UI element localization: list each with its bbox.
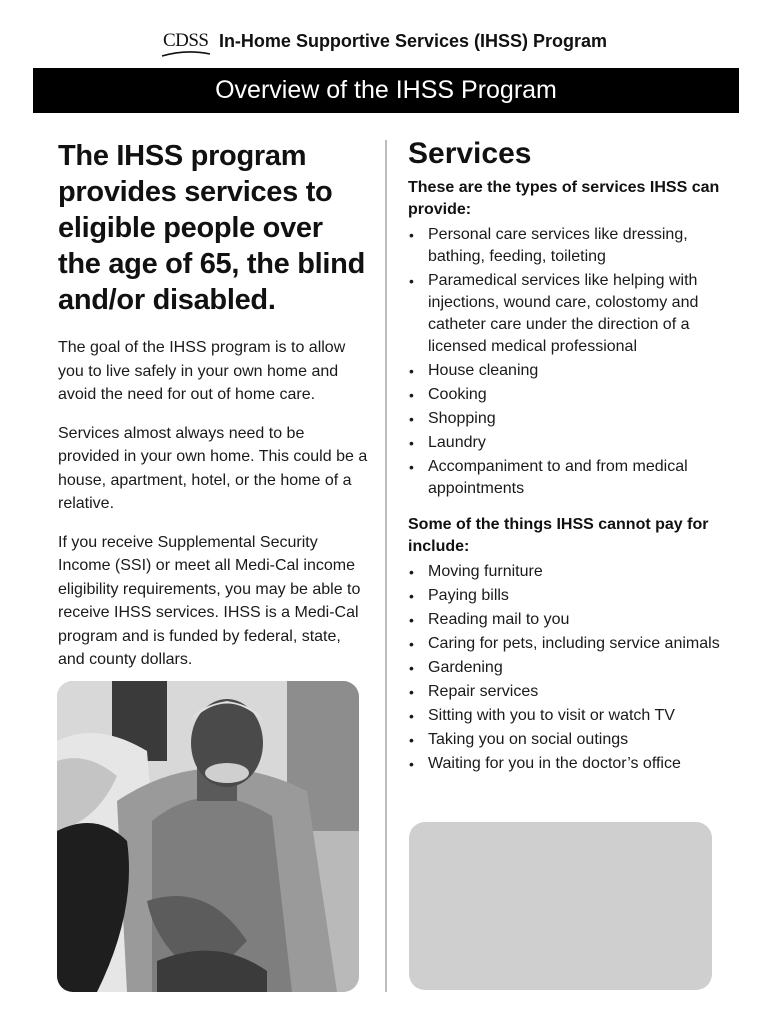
list-item: • Sitting with you to visit or watch TV	[408, 705, 728, 727]
program-name: In-Home Supportive Services (IHSS) Program	[218, 30, 608, 51]
provided-services-list	[408, 224, 728, 500]
list-item: • Repair services	[408, 681, 728, 703]
column-divider	[385, 140, 387, 992]
lead-heading: The IHSS program provides services to eligible people over the age of 65, the blind and/or disabled.	[58, 140, 365, 316]
list-item: • House cleaning	[408, 360, 728, 382]
cannot-pay-heading: Some of the things IHSS cannot pay for include:	[408, 516, 709, 555]
right-column	[408, 136, 728, 777]
list-item: • Paying bills	[408, 585, 728, 607]
paragraph-goal: The goal of the IHSS program is to allow you to live safely in your own home and avoid the need for out of home care.	[58, 339, 346, 403]
list-item: • Moving furniture	[408, 561, 728, 583]
list-item: • Laundry	[408, 432, 728, 454]
list-item: • Cooking	[408, 384, 728, 406]
list-item: • Caring for pets, including service animals	[408, 633, 728, 655]
list-item: • Paramedical services like helping with injections, wound care, colostomy and catheter care under the direction of a licensed medical professional	[408, 270, 728, 358]
paragraph-home: Services almost always need to be provided in your own home. This could be a house, apartment, hotel, or the home of a relative.	[58, 424, 368, 512]
not-covered-list	[408, 561, 728, 775]
document-header	[0, 30, 770, 58]
services-heading: Services	[408, 137, 532, 170]
logo-text: CDSS	[162, 30, 209, 51]
list-item: • Taking you on social outings	[408, 729, 728, 751]
photo-illustration	[57, 681, 359, 992]
paragraph-eligibility: If you receive Supplemental Security Income (SSI) or meet all Medi-Cal income eligibility requirements, you may be able to receive IHSS services. IHSS is a Medi-Cal program and is funded by federal, state, and county dollars.	[58, 533, 361, 668]
left-column	[58, 138, 368, 672]
logo-swoosh-icon	[161, 50, 211, 58]
caregiver-photo	[57, 681, 359, 992]
provide-heading: These are the types of services IHSS can provide:	[408, 179, 720, 218]
list-item: • Shopping	[408, 408, 728, 430]
list-item: • Gardening	[408, 657, 728, 679]
banner-title: Overview of the IHSS Program	[215, 76, 557, 104]
title-banner	[33, 68, 739, 113]
list-item: • Accompaniment to and from medical appointments	[408, 456, 728, 500]
list-item: • Personal care services like dressing, bathing, feeding, toileting	[408, 224, 728, 268]
list-item: • Reading mail to you	[408, 609, 728, 631]
cdss-logo	[163, 30, 209, 52]
list-item: • Waiting for you in the doctor’s office	[408, 753, 728, 775]
gray-callout-box	[409, 822, 712, 990]
